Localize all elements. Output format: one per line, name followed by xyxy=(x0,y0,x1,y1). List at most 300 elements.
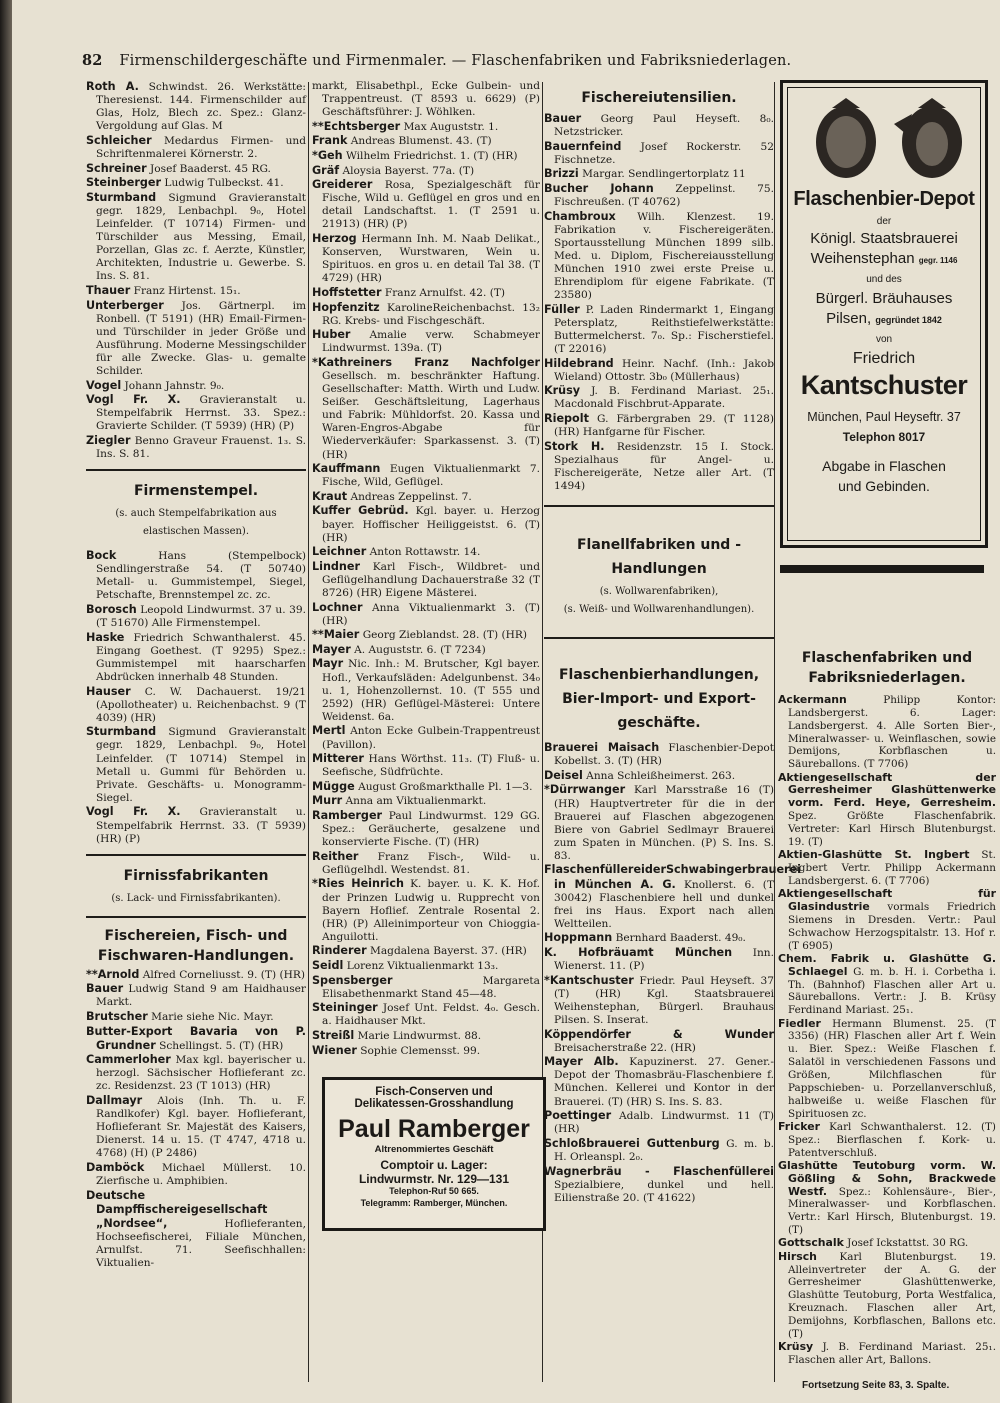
entry-name: Reither xyxy=(312,849,359,863)
entry-name: Greiderer xyxy=(312,178,373,192)
directory-entry xyxy=(312,356,540,462)
facing-page-edge xyxy=(984,78,1000,1348)
entry-name: Bauernfeind xyxy=(544,139,622,153)
entry-name: Murr xyxy=(312,794,343,808)
entry-text: Bernhard Baaderst. 49₀. xyxy=(615,932,746,945)
entry-name: Mayr xyxy=(312,657,344,671)
entry-text: Knollerst. 6. (T 30042) Flaschenbiere hell und dunkel frei ins Haus. Export nach allen Weltteilen. xyxy=(554,878,775,930)
entry-text: Hermann Blumenst. 25. (T 3356) (HR) Flaschen aller Art f. Wein u. Bier. Spez.: Weiße Flaschen f. Salatöl in verschiedenen Fassons und Größen, Milchflaschen für Pappschieben- u. Porzellanverschluß, halbweiße u. weiße Flaschen für Spirituosen zc. xyxy=(788,1017,996,1120)
entry-name: Fiedler xyxy=(778,1016,821,1030)
directory-entry xyxy=(778,1237,996,1250)
directory-entry xyxy=(312,1044,540,1058)
entry-name: Seidl xyxy=(312,959,344,972)
entry-name: Deisel xyxy=(544,768,583,782)
kantschuster-advertisement xyxy=(780,80,988,548)
entry-name: Hauser xyxy=(86,684,131,698)
entry-name: Chambroux xyxy=(544,209,616,223)
directory-entry xyxy=(778,1018,996,1121)
entry-text: Max kgl. bayerischer u. herzogl. Sächsischer Hoflieferant zc. zc. Residenzst. 23 (T 1013) (HR) xyxy=(96,1054,306,1093)
directory-entry xyxy=(312,628,540,642)
entry-text: Inn. Wienerst. 11. (P) xyxy=(554,947,774,973)
entry-name: Wiener xyxy=(312,1043,357,1057)
entry-text: Josef Ickstattst. 30 RG. xyxy=(847,1237,969,1250)
entry-text: Gravieranstalt u. Stempelfabrik Herrnst. 33. Spez.: Gravierte Schilder. (T 5939) (HR) (P) xyxy=(96,394,306,433)
entry-text: Josef Baaderst. 45 RG. xyxy=(150,162,271,175)
section-note-firnis: (s. Lack- und Firnissfabrikanten). xyxy=(111,892,281,904)
entry-name: Hirsch xyxy=(778,1249,817,1263)
directory-entry xyxy=(544,946,774,973)
column-2 xyxy=(312,80,540,1058)
entry-text: Josef Rockerstr. 52 Fischnetze. xyxy=(554,140,774,166)
entry-text: Hermann Inh. M. Naab Delikat., Konserven, Wurstwaren, Wein u. Spirituos. en gros u. en detail Tal 38. (T 4729) (HR) xyxy=(322,233,540,285)
directory-entry xyxy=(544,863,802,930)
directory-entry xyxy=(312,657,540,723)
section-note-firmenstempel: (s. auch Stempelfabrikation aus elastischen Massen). xyxy=(115,508,277,538)
page-header xyxy=(82,52,792,69)
directory-entry xyxy=(312,944,540,958)
entry-name: Bauer xyxy=(544,112,582,125)
ad-merchant-name: Kantschuster xyxy=(800,370,968,400)
entry-name: Thauer xyxy=(86,283,131,297)
entry-name: Fricker xyxy=(778,1119,821,1133)
entry-name: Brauerei Maisach xyxy=(544,741,660,755)
book-spine xyxy=(0,0,12,1403)
entry-text: Franz Arnulfst. 42. (T) xyxy=(384,286,506,299)
directory-entry xyxy=(86,603,306,630)
section-note-flanell-2: (s. Weiß- und Wollwarenhandlungen). xyxy=(563,604,755,616)
entry-text: Spez. Größte Flaschenfabrik. Vertreter: Karl Hirsch Blutenburgst. 19. (T) xyxy=(788,810,996,848)
directory-entry xyxy=(312,780,540,794)
entry-text: Kapuzinerst. 27. Gener.-Depot der Thomasbräu-Flaschenbiere f. München. Kellerei und Kontor in der Brauerei. (T) (HR) S. Ins. S. 83. xyxy=(554,1056,774,1108)
directory-entry xyxy=(778,694,996,771)
entry-name: Kauffmann xyxy=(312,462,381,476)
ad-line: Bürgerl. Bräuhauses xyxy=(815,290,953,307)
entry-name: Stork H. xyxy=(544,439,605,453)
directory-entry xyxy=(544,1055,774,1108)
entry-text: Leopold Lindwurmst. 37 u. 39. (T 51670) Alle Firmenstempel. xyxy=(96,604,306,630)
entry-text: Schellingst. 5. (T) (HR) xyxy=(159,1039,284,1052)
directory-entry xyxy=(778,1160,996,1237)
ad-founded: gegr. 1146 xyxy=(918,256,958,265)
entry-name: Schleicher xyxy=(86,133,152,147)
entry-name: K. Hofbräuamt München xyxy=(544,946,733,960)
column-rule-3 xyxy=(774,82,775,1382)
entry-text: Paul Lindwurmst. 129 GG. Spez.: Geräucherte, gesalzene und konservierte Fische. (T) (HR) xyxy=(322,809,540,849)
section-title-flaschenbier: Flaschenbierhandlungen, Bier-Import- und Export-geschäfte. xyxy=(558,667,760,732)
directory-entry xyxy=(312,286,540,300)
entry-text: Sigmund Gravieranstalt gegr. 1829, Lenbachpl. 9₀, Hotel Leinfelder. (T 10714) Stempel in Metall u. Gummi für Behörden u. Private. Geschäfts- u. Monogramm-Siegel. xyxy=(96,726,306,804)
directory-entry xyxy=(86,176,306,190)
entry-text: Jos. Gärtnerpl. im Ronbell. (T 5191) (HR) Email-Firmen- und Türschilder in jeder Größe und Ausführung. Moderne Messingschilder für alle Zwecke. Glas- u. gemalte Schilder. xyxy=(96,299,306,377)
entry-text: Kgl. bayer. u. Herzog bayer. Hoffischer Heiliggeistst. 6. (T) (HR) xyxy=(322,505,540,544)
entry-name: Lochner xyxy=(312,600,363,614)
ad-line: Comptoir u. Lager: xyxy=(380,1158,488,1172)
directory-entry xyxy=(544,357,774,384)
directory-entry xyxy=(544,440,774,493)
directory-entry xyxy=(544,1109,774,1136)
directory-entry xyxy=(312,794,540,808)
entry-name: Krüsy xyxy=(544,384,581,398)
entry-text: Heinr. Nachf. (Inh.: Jakob Wieland) Ottostr. 3b₀ (Müllerhaus) xyxy=(554,357,774,383)
entry-name: Bauer xyxy=(86,982,124,996)
entry-name: Cammerloher xyxy=(86,1053,171,1067)
entry-text: Anna Schleißheimerst. 263. xyxy=(586,769,736,782)
entry-text: Karl Fisch-, Wildbret- und Geflügelhandlung Dachauerstraße 32 (T 8726) (HR) Eigene Mästerei. xyxy=(322,560,540,599)
directory-entry xyxy=(312,232,540,285)
entry-name: Hoppmann xyxy=(544,931,613,945)
entry-text: G. m. b. H. Orleanspl. 2₀. xyxy=(554,1137,775,1163)
directory-entry xyxy=(86,1010,306,1024)
entry-text: Zeppelinst. 75. Fischreußen. (T 40762) xyxy=(554,182,774,209)
entry-text: C. W. Dachauerst. 19/21 (Apollotheater) u. Reichenbachst. 9 (T 4039) (HR) xyxy=(96,685,306,724)
entry-name: Hoffstetter xyxy=(312,285,382,299)
directory-entry xyxy=(312,134,540,148)
directory-entry xyxy=(544,412,774,439)
entry-text: Margareta Elisabethenmarkt Stand 45—48. xyxy=(322,974,540,1000)
directory-entry xyxy=(312,504,540,544)
directory-entry xyxy=(86,191,306,284)
directory-entry xyxy=(86,434,306,461)
entry-name: Poettinger xyxy=(544,1109,612,1123)
entry-text: Andreas Blumenst. 43. (T) xyxy=(350,135,492,148)
ad-name: Paul Ramberger xyxy=(338,1115,530,1143)
entry-name: Butter-Export Bavaria von P. Grundner xyxy=(86,1024,306,1052)
entry-text: Karl Marsstraße 16 (T) (HR) Hauptvertreter für die in der Brauerei auf Flaschen abgezogenen Biere von Gabriel Sedlmayr Brauerei zum Spaten in München. (P) S. Ins. S. 83. xyxy=(554,784,774,862)
entry-text: Rosa, Spezialgeschäft für Fische, Wild u. Geflügel en gros und en detail Landschaftst. 1. (T 2591 u. 21913) (HR) (P) xyxy=(322,179,540,231)
entry-text: Georg Zieblandst. 28. (T) (HR) xyxy=(362,629,527,642)
ad-line: Delikatessen-Grosshandlung xyxy=(354,1098,514,1110)
directory-entry xyxy=(544,783,774,863)
directory-entry xyxy=(312,545,540,559)
entry-name: Mayer xyxy=(312,642,351,656)
flaschenfabriken-entries xyxy=(778,694,996,1367)
directory-entry xyxy=(544,182,774,209)
entry-text: Friedrich Schwanthalerst. 45. Eingang Goethest. (T 9295) Spez.: Gummistempel mit haarscharfen Abdrücken innerhalb 48 Stunden. xyxy=(96,631,306,683)
directory-entry xyxy=(312,120,540,134)
entry-name: Kuffer Gebrüd. xyxy=(312,504,409,518)
directory-entry xyxy=(86,1189,306,1271)
directory-entry xyxy=(312,149,540,163)
entry-text: Wilhelm Friedrichst. 1. (T) (HR) xyxy=(345,149,518,162)
ramberger-advertisement xyxy=(322,1077,546,1231)
entry-name: Krüsy xyxy=(778,1340,814,1354)
entry-text: Karl Schwanthalerst. 12. (T) Spez.: Bierflaschen f. Kork- u. Patentverschluß. xyxy=(788,1120,996,1159)
firmenschilder-entries xyxy=(86,80,306,461)
directory-page xyxy=(12,0,1000,1403)
directory-entry xyxy=(312,490,540,504)
section-divider xyxy=(86,854,306,856)
section-note-flanell-1: (s. Wollwarenfabriken), xyxy=(599,586,719,598)
directory-entry xyxy=(544,769,774,783)
entry-text: Hans (Stempelbock) Sendlingerstraße 54. (T 50740) Metall- u. Gummistempel, Siegel, Petschafte, Brennstempel zc. zc. xyxy=(96,550,306,602)
entry-name: Steinberger xyxy=(86,176,162,190)
fischereien-entries xyxy=(86,968,306,1271)
entry-name: Schreiner xyxy=(86,161,147,175)
entry-name: Unterberger xyxy=(86,298,164,312)
section-title-firnis: Firnissfabrikanten xyxy=(123,867,269,884)
entry-text: Eugen Viktualienmarkt 7. Fische, Wild, Geflügel. xyxy=(322,463,540,489)
entry-text: Spez.: Kohlensäure-, Bier-, Mineralwasser- und Korbflaschen. Vertr.: Karl Hirsch, Blutenburgst. 19. (T) xyxy=(788,1185,996,1237)
entry-name: Bucher Johann xyxy=(544,181,654,195)
ad-line: und Gebinden. xyxy=(838,478,930,494)
entry-name: **Maier xyxy=(312,628,360,642)
entry-name: Streißl xyxy=(312,1028,355,1042)
section-divider xyxy=(780,565,984,573)
entry-name: Sturmband xyxy=(86,190,157,204)
entry-text: Max Auguststr. 1. xyxy=(403,120,499,133)
entry-text: Breisacherstraße 22. (HR) xyxy=(554,1041,696,1054)
section-title-flaschenfabriken: Flaschenfabriken und Fabriksniederlagen. xyxy=(801,650,973,686)
entry-name: Aktiengesellschaft für Glasindustrie xyxy=(778,887,996,913)
ad-brewery-name: Weihenstephan xyxy=(810,250,915,267)
directory-entry xyxy=(312,1001,540,1028)
ad-city: Pilsen, xyxy=(826,310,872,327)
entry-name: Aktien-Glashütte St. Ingbert xyxy=(778,848,970,862)
ad-phone: Telephon 8017 xyxy=(842,430,926,444)
directory-entry xyxy=(778,849,996,888)
directory-entry xyxy=(312,850,540,877)
directory-entry xyxy=(544,140,774,167)
entry-text: P. Laden Rindermarkt 1, Eingang Petersplatz, Reithstiefelwerkstätte: Buttermelcherst. 7₀. Sp.: Fischerstiefel. (T 22016) xyxy=(554,303,774,356)
entry-name: *Dürrwanger xyxy=(544,783,626,797)
entry-text: Sophie Clemensst. 99. xyxy=(360,1044,481,1057)
fischereiutensilien-entries xyxy=(544,112,774,493)
entry-text: Alois (Inh. Th. u. F. Randlkofer) Kgl. bayer. Hoflieferant, Hoflieferant Sr. Majestät des Kaisers, Dienerst. 14 u. 15. (T 4747, 4718 u. 4768) (H) (P 2486) xyxy=(96,1095,306,1160)
entry-text: Flaschenbier-Depot Kobellst. 3. (T) (HR) xyxy=(554,742,774,768)
directory-entry xyxy=(312,643,540,657)
section-title-fischereiutensilien: Fischereiutensilien. xyxy=(581,90,737,106)
entry-text: Aloysia Bayerst. 77a. (T) xyxy=(342,164,475,177)
entry-text: Margar. Sendlingertorplatz 11 xyxy=(582,168,746,181)
section-title-firmenstempel: Firmenstempel. xyxy=(133,483,259,500)
section-divider xyxy=(86,916,306,918)
entry-name: Spensberger xyxy=(312,973,393,987)
entry-text: Anton Ecke Gulbein-Trappentreust (Pavillon). xyxy=(322,725,540,751)
entry-text: vormals Friedrich Siemens in Dresden. Vertr.: Paul Schwachow Herzogspitalstr. 13. Hof r. (T 6905) xyxy=(788,901,996,952)
entry-name: Sturmband xyxy=(86,725,157,739)
entry-name: Mertl xyxy=(312,724,346,738)
entry-name: Bock xyxy=(86,549,117,563)
ad-line: Königl. Staatsbrauerei xyxy=(810,230,958,247)
directory-entry xyxy=(778,1251,996,1341)
entry-name: Herzog xyxy=(312,232,357,246)
directory-entry xyxy=(312,462,540,489)
directory-entry xyxy=(544,1165,774,1205)
directory-entry xyxy=(544,112,774,139)
directory-entry xyxy=(778,772,996,849)
entry-text: Ludwig Tulbeckst. 41. xyxy=(164,177,284,190)
ad-line: Altrenommiertes Geschäft xyxy=(374,1144,494,1155)
entry-name: *Kantschuster xyxy=(544,973,634,987)
directory-entry xyxy=(86,393,306,433)
entry-text: Ludwig Stand 9 am Haidhauser Markt. xyxy=(96,983,306,1009)
directory-entry xyxy=(86,982,306,1009)
entry-text: Franz Fisch-, Wild- u. Geflügelhdl. Westendst. 81. xyxy=(322,850,540,876)
entry-name: Ackermann xyxy=(778,693,847,706)
entry-text: Philipp Kontor: Landsbergerst. 6. Lager: Landsbergerst. 4. Alle Sorten Bier-, Mineralwasser- u. Weinflaschen, sowie Demijons, Korbflaschen u. Säureballons. (T 7706) xyxy=(788,694,996,771)
entry-text: Schwindst. 26. Werkstätte: Theresienst. 144. Firmenschilder auf Glas, Holz, Blech zc. Spez.: Glanz-Vergoldung auf Glas. M xyxy=(96,81,307,133)
directory-entry xyxy=(544,1137,774,1164)
entry-name: *Ries Heinrich xyxy=(312,877,404,891)
entry-text: Hans Wörthst. 11₃. (T) Fluß- u. Seefische, Südfrüchte. xyxy=(322,753,540,779)
directory-entry xyxy=(544,167,774,181)
entry-text: J. B. Ferdinand Mariast. 25₁. Flaschen aller Art, Ballons. xyxy=(788,1341,996,1367)
directory-entry xyxy=(312,601,540,628)
directory-entry xyxy=(778,953,996,1017)
entry-name: Schloßbrauerei Guttenburg xyxy=(544,1136,720,1150)
entry-name: Chem. Fabrik u. Glashütte G. Schlaegel xyxy=(778,951,996,978)
entry-name: Brutscher xyxy=(86,1009,148,1023)
column-rule-1 xyxy=(308,82,309,1382)
entry-name: Hopfenzitz xyxy=(312,300,380,314)
entry-text: Lorenz Viktualienmarkt 13₃. xyxy=(346,960,499,972)
entry-name: Mayer Alb. xyxy=(544,1055,619,1069)
entry-text: St. Ingbert Vertr. Philipp Ackermann Landsbergerst. 6. (T 7706) xyxy=(788,849,996,887)
entry-name: Roth A. xyxy=(86,80,139,93)
entry-name: Glashütte Teutoburg vorm. W. Gößling & Sohn, Brackwede Westf. xyxy=(778,1158,996,1198)
directory-entry xyxy=(86,805,306,845)
entry-name: Gottschalk xyxy=(778,1236,844,1250)
directory-entry xyxy=(86,1094,306,1160)
directory-entry xyxy=(778,1341,996,1367)
coat-of-arms-icon xyxy=(794,94,982,186)
ad-line: Friedrich xyxy=(852,350,916,367)
directory-entry xyxy=(86,379,306,393)
entry-name: Vogl Fr. X. xyxy=(86,805,181,819)
ad-address: München, Paul Heyseftr. 37 xyxy=(807,410,961,424)
entry-text: August Großmarkthalle Pl. 1—3. xyxy=(358,780,533,793)
entry-name: *Kathreiners Franz Nachfolger xyxy=(312,355,540,369)
section-divider xyxy=(86,469,306,471)
entry-name: Borosch xyxy=(86,603,137,616)
directory-entry xyxy=(86,284,306,298)
entry-text: Josef Unt. Feldst. 4₀. Gesch. a. Haidhauser Mkt. xyxy=(322,1002,541,1028)
page-number: 82 xyxy=(82,52,103,69)
ad-line: und des xyxy=(866,274,902,285)
entry-text: markt, Elisabethpl., Ecke Gulbein- und Trappentreust. (T 8593 u. 6629) (P) Geschäftsführer: J. Wöhlken. xyxy=(312,80,540,119)
ad-frame xyxy=(787,87,981,541)
entry-text: Karl Blutenburgst. 19. Alleinvertreter der A. G. der Gerresheimer Glashüttenwerke, Glashütte Teutoburg, Porta Westfalica, Kreuznach. Flaschen aller Art, Demijohns, Korbflaschen, Ballons etc. (T) xyxy=(788,1250,996,1340)
section-title-fischereien: Fischereien, Fisch- und Fischwaren-Handlungen. xyxy=(97,927,295,964)
entry-text: Gesellsch. m. beschränkter Haftung. Gesellschafter: Matth. Wirth und Ludw. Seißer. Geschäftsleitung, Lagerhaus und Fabrik: Mühldorfst. 20. Kassa und Waren-Engros-Abgabe für Wiederverkäufer: Sparkassenst. 3. (T) (HR) xyxy=(322,369,540,461)
directory-entry xyxy=(86,134,306,161)
firmenstempel-entries xyxy=(86,549,306,846)
entry-name: Rinderer xyxy=(312,944,367,958)
entry-text: Spezialbiere, dunkel und hell. Eilienstraße 20. (T 41622) xyxy=(554,1178,774,1204)
directory-entry xyxy=(312,164,540,178)
entry-name: Brizzi xyxy=(544,167,579,181)
directory-entry xyxy=(778,888,996,952)
entry-text: Residenzstr. 15 I. Stock. Spezialhaus für Angel- u. Fischereigeräte, Netze aller Art. (T 1494) xyxy=(554,440,775,493)
entry-name: Dallmayr xyxy=(86,1094,143,1108)
section-title-flanell: Flanellfabriken und -Handlungen xyxy=(576,537,742,578)
entry-name: Aktiengesellschaft der Gerresheimer Glashüttenwerke vorm. Ferd. Heye, Gerresheim. xyxy=(778,770,996,810)
directory-entry xyxy=(544,931,774,945)
entry-name: Frank xyxy=(312,134,348,148)
directory-entry xyxy=(544,741,774,768)
section-divider xyxy=(544,505,774,507)
entry-name: Wagnerbräu - Flaschenfüllerei xyxy=(544,1164,774,1178)
directory-entry xyxy=(544,1028,774,1055)
entry-name: Haske xyxy=(86,630,125,644)
entry-text: Alfred Corneliusst. 9. (T) (HR) xyxy=(142,968,305,981)
entry-name: Ramberger xyxy=(312,808,383,822)
directory-entry xyxy=(86,162,306,176)
entry-text: Adalb. Lindwurmst. 11 (T) (HR) xyxy=(554,1110,774,1136)
directory-entry xyxy=(86,1161,306,1188)
entry-text: Andreas Zeppelinst. 7. xyxy=(350,490,472,503)
ad-line xyxy=(788,250,980,267)
entry-name: Gräf xyxy=(312,163,340,177)
page-title: Firmenschildergeschäfte und Firmenmaler. — Flaschenfabriken und Fabriksniederlagen. xyxy=(119,53,792,69)
directory-entry xyxy=(544,210,774,303)
directory-entry xyxy=(312,809,540,849)
directory-entry xyxy=(86,968,306,982)
directory-entry xyxy=(544,384,774,411)
entry-text: G. Färbergraben 29. (T 1128) (HR) Hanfgarne für Fischer. xyxy=(554,413,774,439)
ad-line: von xyxy=(875,334,893,345)
entry-text: K. bayer. u. K. K. Hof. der Prinzen Ludwig u. Rupprecht von Bayern Hoflief. Zentrale Rosental 2. (HR) (P) Alleinimporteur von Chioggia-Anguilotti. xyxy=(322,878,540,943)
column-4 xyxy=(778,640,996,1367)
entry-name: Lindner xyxy=(312,559,361,573)
entry-name: Vogl Fr. X. xyxy=(86,393,181,407)
column-1 xyxy=(86,80,306,1271)
entry-name: **Echtsberger xyxy=(312,119,401,133)
entry-text: Michael Müllerst. 10. Zierfische u. Amphibien. xyxy=(96,1162,307,1188)
directory-entry xyxy=(312,959,540,973)
ad-title: Flaschenbier-Depot xyxy=(793,188,975,210)
directory-entry xyxy=(312,178,540,231)
ad-line: Abgabe in Flaschen xyxy=(822,458,946,474)
entry-text: Anton Rottawstr. 14. xyxy=(369,546,481,559)
entry-text: G. m. b. H. i. Corbetha i. Th. (Bahnhof) Flaschen aller Art u. Säureballons. Vertr.: J. B. Krüsy Ferdinand Mariast. 25₁. xyxy=(788,965,996,1017)
entry-name: Deutsche Dampffischereigesellschaft „Nordsee“, xyxy=(86,1188,268,1230)
entry-text: Friedr. Paul Heyseft. 37 (T) (HR) Kgl. Staatsbrauerei Weihenstephan, Bürgerl. Brauhaus Pilsen. S. Inserat. xyxy=(554,974,774,1026)
entry-name: *Geh xyxy=(312,148,343,162)
directory-entry xyxy=(778,1121,996,1160)
directory-entry xyxy=(86,1025,306,1053)
directory-entry xyxy=(312,1029,540,1043)
directory-entry xyxy=(86,1053,306,1093)
entry-name: Ziegler xyxy=(86,433,131,447)
entry-text: Benno Graveur Frauenst. 1₃. S. Ins. S. 81. xyxy=(96,434,306,461)
entry-name: Damböck xyxy=(86,1161,145,1174)
directory-entry xyxy=(544,303,774,356)
entry-name: Vogel xyxy=(86,378,122,392)
directory-entry xyxy=(312,328,540,355)
directory-entry xyxy=(312,877,540,943)
entry-text: J. B. Ferdinand Mariast. 25₁. Macdonald Fischbrut-Apparate. xyxy=(554,385,774,411)
entry-text: Anna Viktualienmarkt 3. (T) (HR) xyxy=(322,601,541,627)
ad-line: der xyxy=(876,216,892,227)
ad-telegram: Telegramm: Ramberger, München. xyxy=(360,1198,508,1208)
directory-entry xyxy=(312,301,540,328)
entry-text: Marie siehe Nic. Mayr. xyxy=(151,1010,274,1023)
entry-text: Marie Lindwurmst. 88. xyxy=(357,1029,482,1042)
ad-line xyxy=(788,310,980,327)
entry-text: Franz Hirtenst. 15₁. xyxy=(133,284,241,297)
directory-entry xyxy=(312,752,540,779)
entry-text: A. Auguststr. 6. (T 7234) xyxy=(354,643,486,656)
entry-text: Sigmund Gravieranstalt gegr. 1829, Lenbachpl. 9₀, Hotel Leinfelder. (T 10714) Firmen- und Türschilder aus Messing, Email, Porzellan, Glas zc. f. Aerzte, Künstler, Architekten, Industrie u. Gewerbe. S. Ins. S. 81. xyxy=(96,191,306,283)
directory-entry xyxy=(312,974,540,1001)
directory-entry xyxy=(544,974,774,1027)
entry-text: Johann Jahnstr. 9₀. xyxy=(124,379,225,392)
entry-name: Steininger xyxy=(312,1001,378,1015)
directory-entry xyxy=(312,724,540,751)
entry-name: Huber xyxy=(312,328,351,342)
directory-entry xyxy=(86,299,306,379)
